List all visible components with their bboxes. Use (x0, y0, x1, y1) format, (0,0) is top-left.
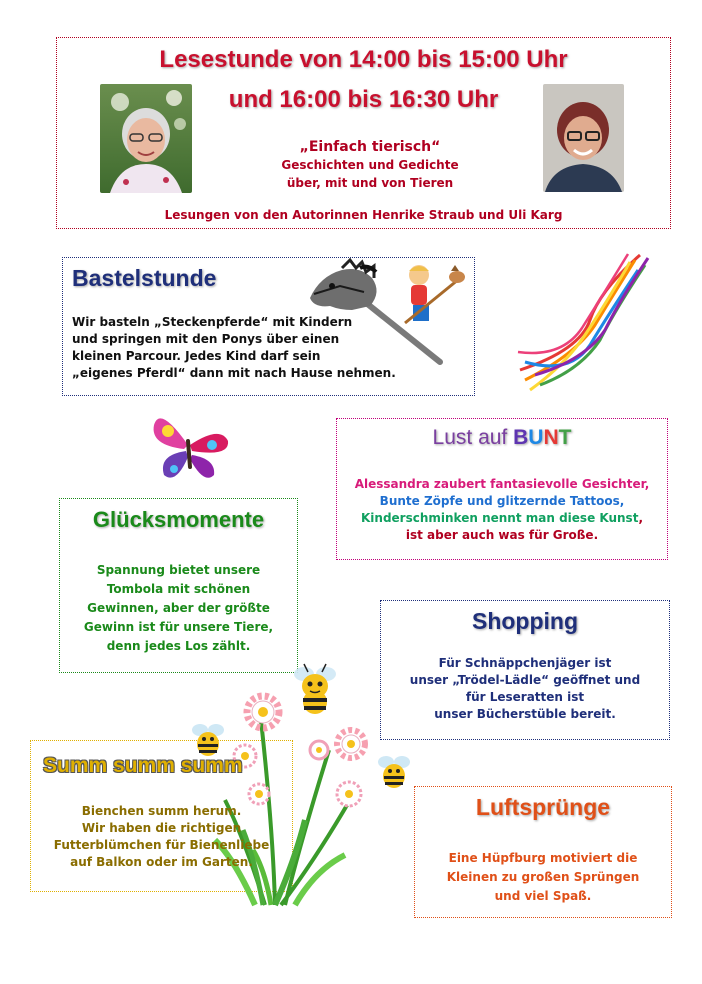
reading-quote-title: „Einfach tierisch“ (299, 139, 441, 155)
shopping-line-2: unser „Trödel-Lädle“ geöffnet und (409, 673, 641, 687)
luck-line-5: denn jedes Los zählt. (106, 639, 251, 653)
colorful-line-3 (336, 509, 668, 527)
shopping-title: Shopping (471, 608, 579, 634)
colorful-title-letter-t: T (558, 426, 572, 449)
colorful-line-3-text: Kinderschminken nennt man diese Kunst (361, 511, 639, 525)
jumps-line-3: und viel Spaß. (494, 889, 592, 903)
bee-icon-right (374, 752, 414, 798)
luck-title: Glücksmomente (92, 507, 265, 532)
luck-line-2: Tombola mit schönen (106, 582, 251, 596)
shopping-line-4: unser Bücherstüble bereit. (434, 707, 616, 721)
author-portrait-left (100, 84, 192, 193)
reading-subtitle-line2: über, mit und von Tieren (286, 176, 454, 190)
crafts-line-2: und springen mit den Ponys über einen (72, 332, 340, 346)
shopping-line-1: Für Schnäppchenjäger ist (438, 656, 612, 670)
crafts-line-1: Wir basteln „Steckenpferde“ mit Kindern (72, 315, 353, 329)
ribbons-icon (510, 250, 650, 395)
colorful-title-prefix: Lust auf (432, 426, 514, 449)
bees-title: Summ summ summ (43, 754, 243, 777)
bee-icon-top (290, 660, 340, 720)
colorful-line-1: Alessandra zaubert fantasievolle Gesichter, (354, 477, 650, 491)
colorful-title-letter-n: N (543, 426, 559, 449)
bees-line-2: Wir haben die richtigen (81, 821, 242, 835)
crafts-line-4: „eigenes Pferdl“ dann mit nach Hause nehmen. (72, 366, 396, 380)
colorful-line-2: Bunte Zöpfe und glitzernde Tattoos, (379, 494, 625, 508)
colorful-title-letter-b: B (513, 426, 529, 449)
luck-line-4: Gewinn ist für unsere Tiere, (83, 620, 274, 634)
colorful-line-4: ist aber auch was für Große. (405, 528, 599, 542)
colorful-title (336, 426, 668, 450)
luck-line-1: Spannung bietet unsere (96, 563, 261, 577)
colorful-line-3-comma: , (638, 511, 643, 525)
jumps-line-1: Eine Hüpfburg motiviert die (448, 851, 638, 865)
shopping-line-3: für Leseratten ist (465, 690, 585, 704)
luck-line-3: Gewinnen, aber der größte (87, 601, 270, 615)
crafts-title: Bastelstunde (72, 265, 217, 291)
jumps-title: Luftsprünge (475, 794, 611, 820)
butterfly-icon (150, 405, 230, 485)
bees-line-4: auf Balkon oder im Garten. (70, 855, 253, 869)
reading-heading-line1: Lesestunde von 14:00 bis 15:00 Uhr (159, 46, 568, 73)
reading-authors: Lesungen von den Autorinnen Henrike Straub und Uli Karg (164, 208, 563, 222)
colorful-title-letter-u: U (528, 426, 544, 449)
crafts-line-3: kleinen Parcour. Jedes Kind darf sein (72, 349, 321, 363)
reading-heading-line2: und 16:00 bis 16:30 Uhr (228, 86, 499, 113)
jumps-line-2: Kleinen zu großen Sprüngen (446, 870, 640, 884)
author-portrait-right (543, 84, 624, 192)
flowers-illustration (205, 690, 365, 910)
bees-line-1: Bienchen summ herum. (81, 804, 242, 818)
child-riding-icon (397, 263, 467, 338)
bees-line-3: Futterblümchen für Bienenliebe (53, 838, 270, 852)
reading-subtitle-line1: Geschichten und Gedichte (281, 158, 459, 172)
